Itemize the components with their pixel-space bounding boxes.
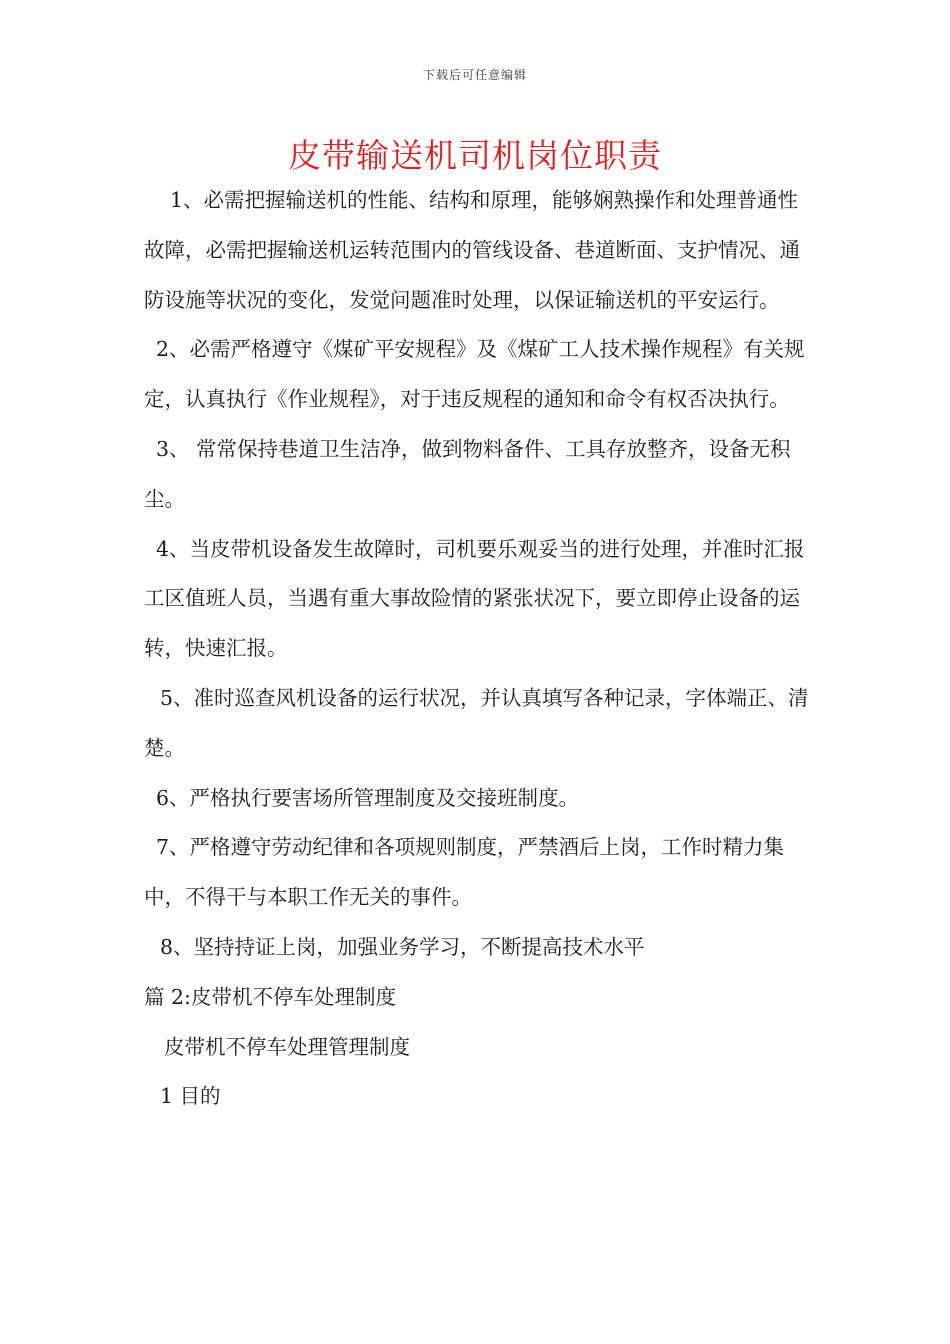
- paragraph-8: 8、坚持持证上岗，加强业务学习，不断提高技术水平: [160, 934, 645, 959]
- header-note: 下载后可任意编辑: [422, 68, 527, 82]
- paragraph-2: 2、必需严格遵守《煤矿平安规程》及《煤矿工人技术操作规程》有关规定，认真执行《作业规程》，对于违反规程的通知和命令有权否决执行。: [144, 337, 805, 412]
- page-title: 皮带输送机司机岗位职责: [288, 136, 662, 175]
- paragraph-6: 6、严格执行要害场所管理制度及交接班制度。: [156, 785, 580, 810]
- paragraph-1: 1、必需把握输送机的性能、结构和原理，能够娴熟操作和处理普通性故障，必需把握输送机运转范围内的管线设备、巷道断面、支护情况、通防设施等状况的变化，发觉问题准时处理，以保证输送机的平安运行。: [144, 188, 800, 312]
- item-heading: 1 目的: [160, 1084, 221, 1109]
- paragraph-4: 4、当皮带机设备发生故障时，司机要乐观妥当的进行处理，并准时汇报工区值班人员，当遇有重大事故险情的紧张状况下，要立即停止设备的运转，快速汇报。: [144, 536, 805, 661]
- section-subtitle: 皮带机不停车处理管理制度: [164, 1034, 410, 1059]
- document-body: [144, 176, 814, 1122]
- paragraph-7: 7、严格遵守劳动纪律和各项规则制度，严禁酒后上岗，工作时精力集中，不得干与本职工作无关的事件。: [144, 835, 785, 910]
- section-heading: 篇 2:皮带机不停车处理制度: [144, 984, 396, 1009]
- paragraph-3: 3、 常常保持巷道卫生洁净，做到物料备件、工具存放整齐，设备无积尘。: [144, 436, 791, 511]
- paragraph-5: 5、准时巡查风机设备的运行状况，并认真填写各种记录，字体端正、清楚。: [144, 685, 809, 760]
